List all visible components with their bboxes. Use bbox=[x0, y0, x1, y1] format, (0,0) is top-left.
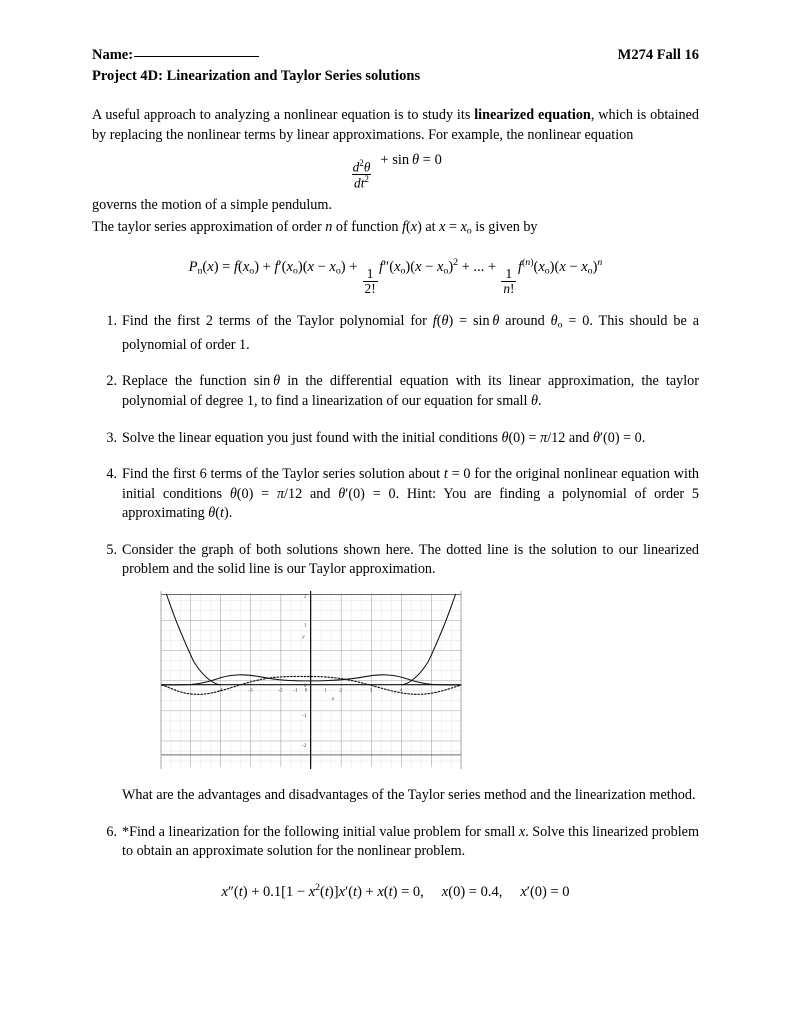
ytick--1: -1 bbox=[302, 713, 307, 720]
ytick-1: 1 bbox=[303, 622, 307, 629]
taylor-function-fx: f bbox=[402, 218, 407, 235]
xtick-4: 4 bbox=[399, 687, 403, 694]
fraction-denominator: $dt^2$ bbox=[354, 174, 369, 191]
name-blank-rule bbox=[134, 56, 259, 57]
taylor-intro-d: is given by bbox=[471, 218, 538, 235]
name-label: Name: bbox=[92, 47, 134, 63]
taylor-intro-b: of function bbox=[332, 218, 403, 235]
xtick--3: -3 bbox=[248, 687, 253, 694]
intro-text-a: A useful approach to analyzing a nonlinear equation is to study its bbox=[92, 107, 475, 123]
ytick-0: 0 bbox=[303, 682, 307, 689]
taylor-order-n: n bbox=[325, 218, 333, 235]
ytick--2: -2 bbox=[302, 743, 307, 750]
question-item-3 bbox=[92, 429, 699, 449]
question-item-6 bbox=[92, 823, 699, 862]
question-1-text: Find the first 2 terms of the Taylor polynomial for f(θ) = sin θ around $\theta_o = 0$. This should be a polynomial of order 1. bbox=[122, 313, 699, 353]
fraction-numerator: $d^2\theta$ bbox=[352, 158, 371, 175]
question-item-2 bbox=[92, 372, 699, 411]
taylor-intro-a: The taylor series approximation of order bbox=[92, 218, 326, 235]
solutions-graph bbox=[160, 590, 699, 770]
intro-bold-term: linearized equation bbox=[474, 107, 591, 123]
page-title: Project 4D: Linearization and Taylor Series solutions bbox=[92, 68, 421, 84]
question-item-5 bbox=[92, 541, 699, 806]
name-field-row bbox=[92, 46, 259, 65]
x-axis-label: x bbox=[331, 696, 335, 703]
question-3-text: Solve the linear equation you just found with the initial conditions θ(0) = π/12 and θ′(0) = 0. bbox=[122, 429, 646, 446]
xtick-0: 0 bbox=[304, 687, 308, 694]
question-5-text: Consider the graph of both solutions shown here. The dotted line is the solution to our linearized problem and the solid line is our Taylor approximation. bbox=[122, 541, 699, 578]
question-number-3: 3. bbox=[106, 429, 117, 446]
plus-sin-theta: + sin θ = 0 bbox=[377, 152, 442, 169]
question-5-followup: What are the advantages and disadvantages of the Taylor series method and the linearization method. bbox=[122, 787, 696, 804]
xtick-3: 3 bbox=[369, 687, 373, 694]
question-number-1: 1. bbox=[106, 313, 117, 330]
pendulum-caption: governs the motion of a simple pendulum. bbox=[92, 197, 332, 214]
ytick-2: 2 bbox=[303, 593, 307, 600]
final-ivp-equation: $x''(t) + 0.1[1 - x^2(t)]x'(t) + x(t) = 0$, x(0) = 0.4, x′(0) = 0 bbox=[221, 881, 570, 900]
taylor-intro-line: The taylor series approximation of order n of function f(x) at $x = x_o$ is given by bbox=[92, 218, 538, 237]
one-over-two-factorial: $\frac{1}{2!}$ bbox=[364, 266, 376, 296]
question-number-6: 6. bbox=[106, 823, 117, 840]
question-2-text: Replace the function sin θ in the differential equation with its linear approximation, the taylor polynomial of degree 1, to find a linearization of our equation for small θ. bbox=[122, 373, 699, 409]
question-number-2: 2. bbox=[106, 373, 117, 390]
document-content bbox=[92, 46, 699, 901]
question-6-text: *Find a linearization for the following initial value problem for small x. Solve this linearized problem to obtain an approximate solution for the nonlinear problem. bbox=[122, 823, 699, 860]
xtick--1: -1 bbox=[293, 687, 298, 694]
second-derivative-fraction bbox=[351, 159, 373, 190]
question-4-text: Find the first 6 terms of the Taylor series solution about t = 0 for the original nonlinear equation with initial conditions θ(0) = π/12 and θ′(0) = 0. Hint: You are finding a polynomial of order 5 approximating θ(t). bbox=[122, 466, 699, 522]
taylor-series-formula: $P_n(x) = f(x_o) + f'(x_o)(x - x_o)$ + $\frac{1}{2!}$ $f''(x_o)(x - x_o)^2$ + ... + $\frac{1}{n!}$ $f^{(n)}(x_o)(x - x_o)^n$ bbox=[188, 257, 603, 296]
y-axis-label: y bbox=[302, 634, 305, 641]
intro-text-b: , which is obtained by replacing the nonlinear terms by linear approximations. For example, the nonlinear equation bbox=[92, 107, 699, 143]
xtick-2: 2 bbox=[339, 687, 343, 694]
xtick--4: -4 bbox=[218, 687, 223, 694]
taylor-point-sub: o bbox=[466, 225, 472, 237]
one-over-n-factorial: $\frac{1}{n!}$ bbox=[503, 266, 515, 296]
graph-svg bbox=[160, 590, 462, 770]
taylor-intro-c: at bbox=[421, 218, 440, 235]
question-item-1 bbox=[92, 312, 699, 355]
document-header bbox=[92, 46, 699, 65]
question-list bbox=[92, 312, 699, 861]
xtick--2: -2 bbox=[278, 687, 283, 694]
pendulum-equation bbox=[92, 152, 699, 190]
xtick-1: 1 bbox=[324, 687, 327, 694]
question-number-5: 5. bbox=[106, 541, 117, 558]
intro-paragraph bbox=[92, 106, 699, 145]
taylor-point-x: x bbox=[439, 218, 446, 235]
question-number-4: 4. bbox=[106, 466, 117, 483]
course-code: M274 Fall 16 bbox=[617, 47, 699, 63]
question-item-4 bbox=[92, 465, 699, 524]
